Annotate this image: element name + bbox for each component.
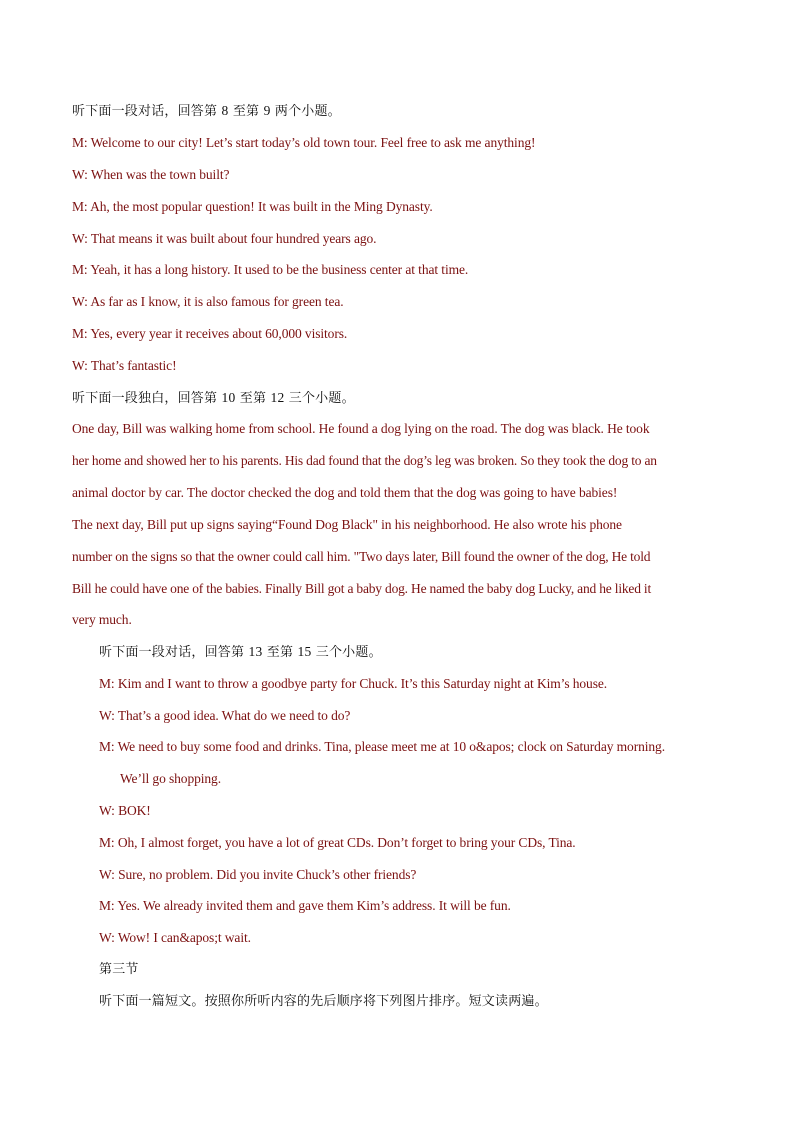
dialogue-line: M: Yes. We already invited them and gave them Kim’s address. It will be fun. (99, 898, 511, 913)
heading-text: 三个小题。 (311, 645, 382, 660)
dialogue-line: We’ll go shopping. (120, 771, 221, 786)
monologue-line: number on the signs so that the owner could call him. "Two days later, Bill found the owner of the dog, He told (72, 549, 651, 564)
monologue-line: animal doctor by car. The doctor checked the dog and told them that the dog was going to have babies! (72, 485, 618, 500)
section-heading-10-12 (72, 389, 355, 408)
heading-number: 13 (248, 644, 263, 659)
monologue-line: The next day, Bill put up signs saying“Found Dog Black" in his neighborhood. He also wrote his phone (72, 517, 622, 532)
dialogue-line: M: Welcome to our city! Let’s start today’s old town tour. Feel free to ask me anything! (72, 135, 536, 150)
heading-text: 至第 (228, 104, 264, 119)
heading-number: 9 (263, 103, 271, 118)
dialogue-line: M: We need to buy some food and drinks. Tina, please meet me at 10 o&apos; clock on Saturday morning. (99, 739, 665, 754)
section-heading-8-9 (72, 102, 341, 121)
dialogue-line: W: Wow! I can&apos;t wait. (99, 930, 251, 945)
heading-text: 两个小题。 (270, 104, 341, 119)
heading-number: 10 (221, 390, 236, 405)
heading-number: 8 (221, 103, 229, 118)
section-title: 第三节 (99, 962, 139, 977)
dialogue-line: W: When was the town built? (72, 167, 230, 182)
heading-number: 12 (270, 390, 285, 405)
dialogue-line: M: Yeah, it has a long history. It used to be the business center at that time. (72, 262, 469, 277)
dialogue-line: M: Ah, the most popular question! It was built in the Ming Dynasty. (72, 199, 433, 214)
dialogue-line: W: As far as I know, it is also famous for green tea. (72, 294, 344, 309)
heading-text: 听下面一段独白，回答第 (72, 391, 222, 406)
heading-text: 至第 (262, 645, 298, 660)
dialogue-line: M: Yes, every year it receives about 60,000 visitors. (72, 326, 348, 341)
heading-text: 至第 (235, 391, 271, 406)
dialogue-line: W: That means it was built about four hundred years ago. (72, 231, 377, 246)
section-heading-13-15 (99, 643, 382, 662)
heading-text: 三个小题。 (284, 391, 355, 406)
dialogue-line: M: Kim and I want to throw a goodbye party for Chuck. It’s this Saturday night at Kim’s house. (99, 676, 608, 691)
dialogue-line: W: Sure, no problem. Did you invite Chuck’s other friends? (99, 867, 417, 882)
dialogue-line: W: That’s a good idea. What do we need to do? (99, 708, 351, 723)
heading-text: 听下面一段对话，回答第 (99, 645, 249, 660)
heading-number: 15 (297, 644, 312, 659)
monologue-line: One day, Bill was walking home from school. He found a dog lying on the road. The dog was black. He took (72, 421, 650, 436)
monologue-line: her home and showed her to his parents. His dad found that the dog’s leg was broken. So they took the dog to an (72, 453, 657, 468)
monologue-line: Bill he could have one of the babies. Finally Bill got a baby dog. He named the baby dog Lucky, and he liked it (72, 581, 652, 596)
heading-text: 听下面一段对话，回答第 (72, 104, 222, 119)
dialogue-line: W: BOK! (99, 803, 151, 818)
dialogue-line: W: That’s fantastic! (72, 358, 177, 373)
monologue-line: very much. (72, 612, 132, 627)
section-instruction: 听下面一篇短文。按照你所听内容的先后顺序将下列图片排序。短文读两遍。 (99, 994, 548, 1009)
dialogue-line: M: Oh, I almost forget, you have a lot of great CDs. Don’t forget to bring your CDs, Tina. (99, 835, 576, 850)
